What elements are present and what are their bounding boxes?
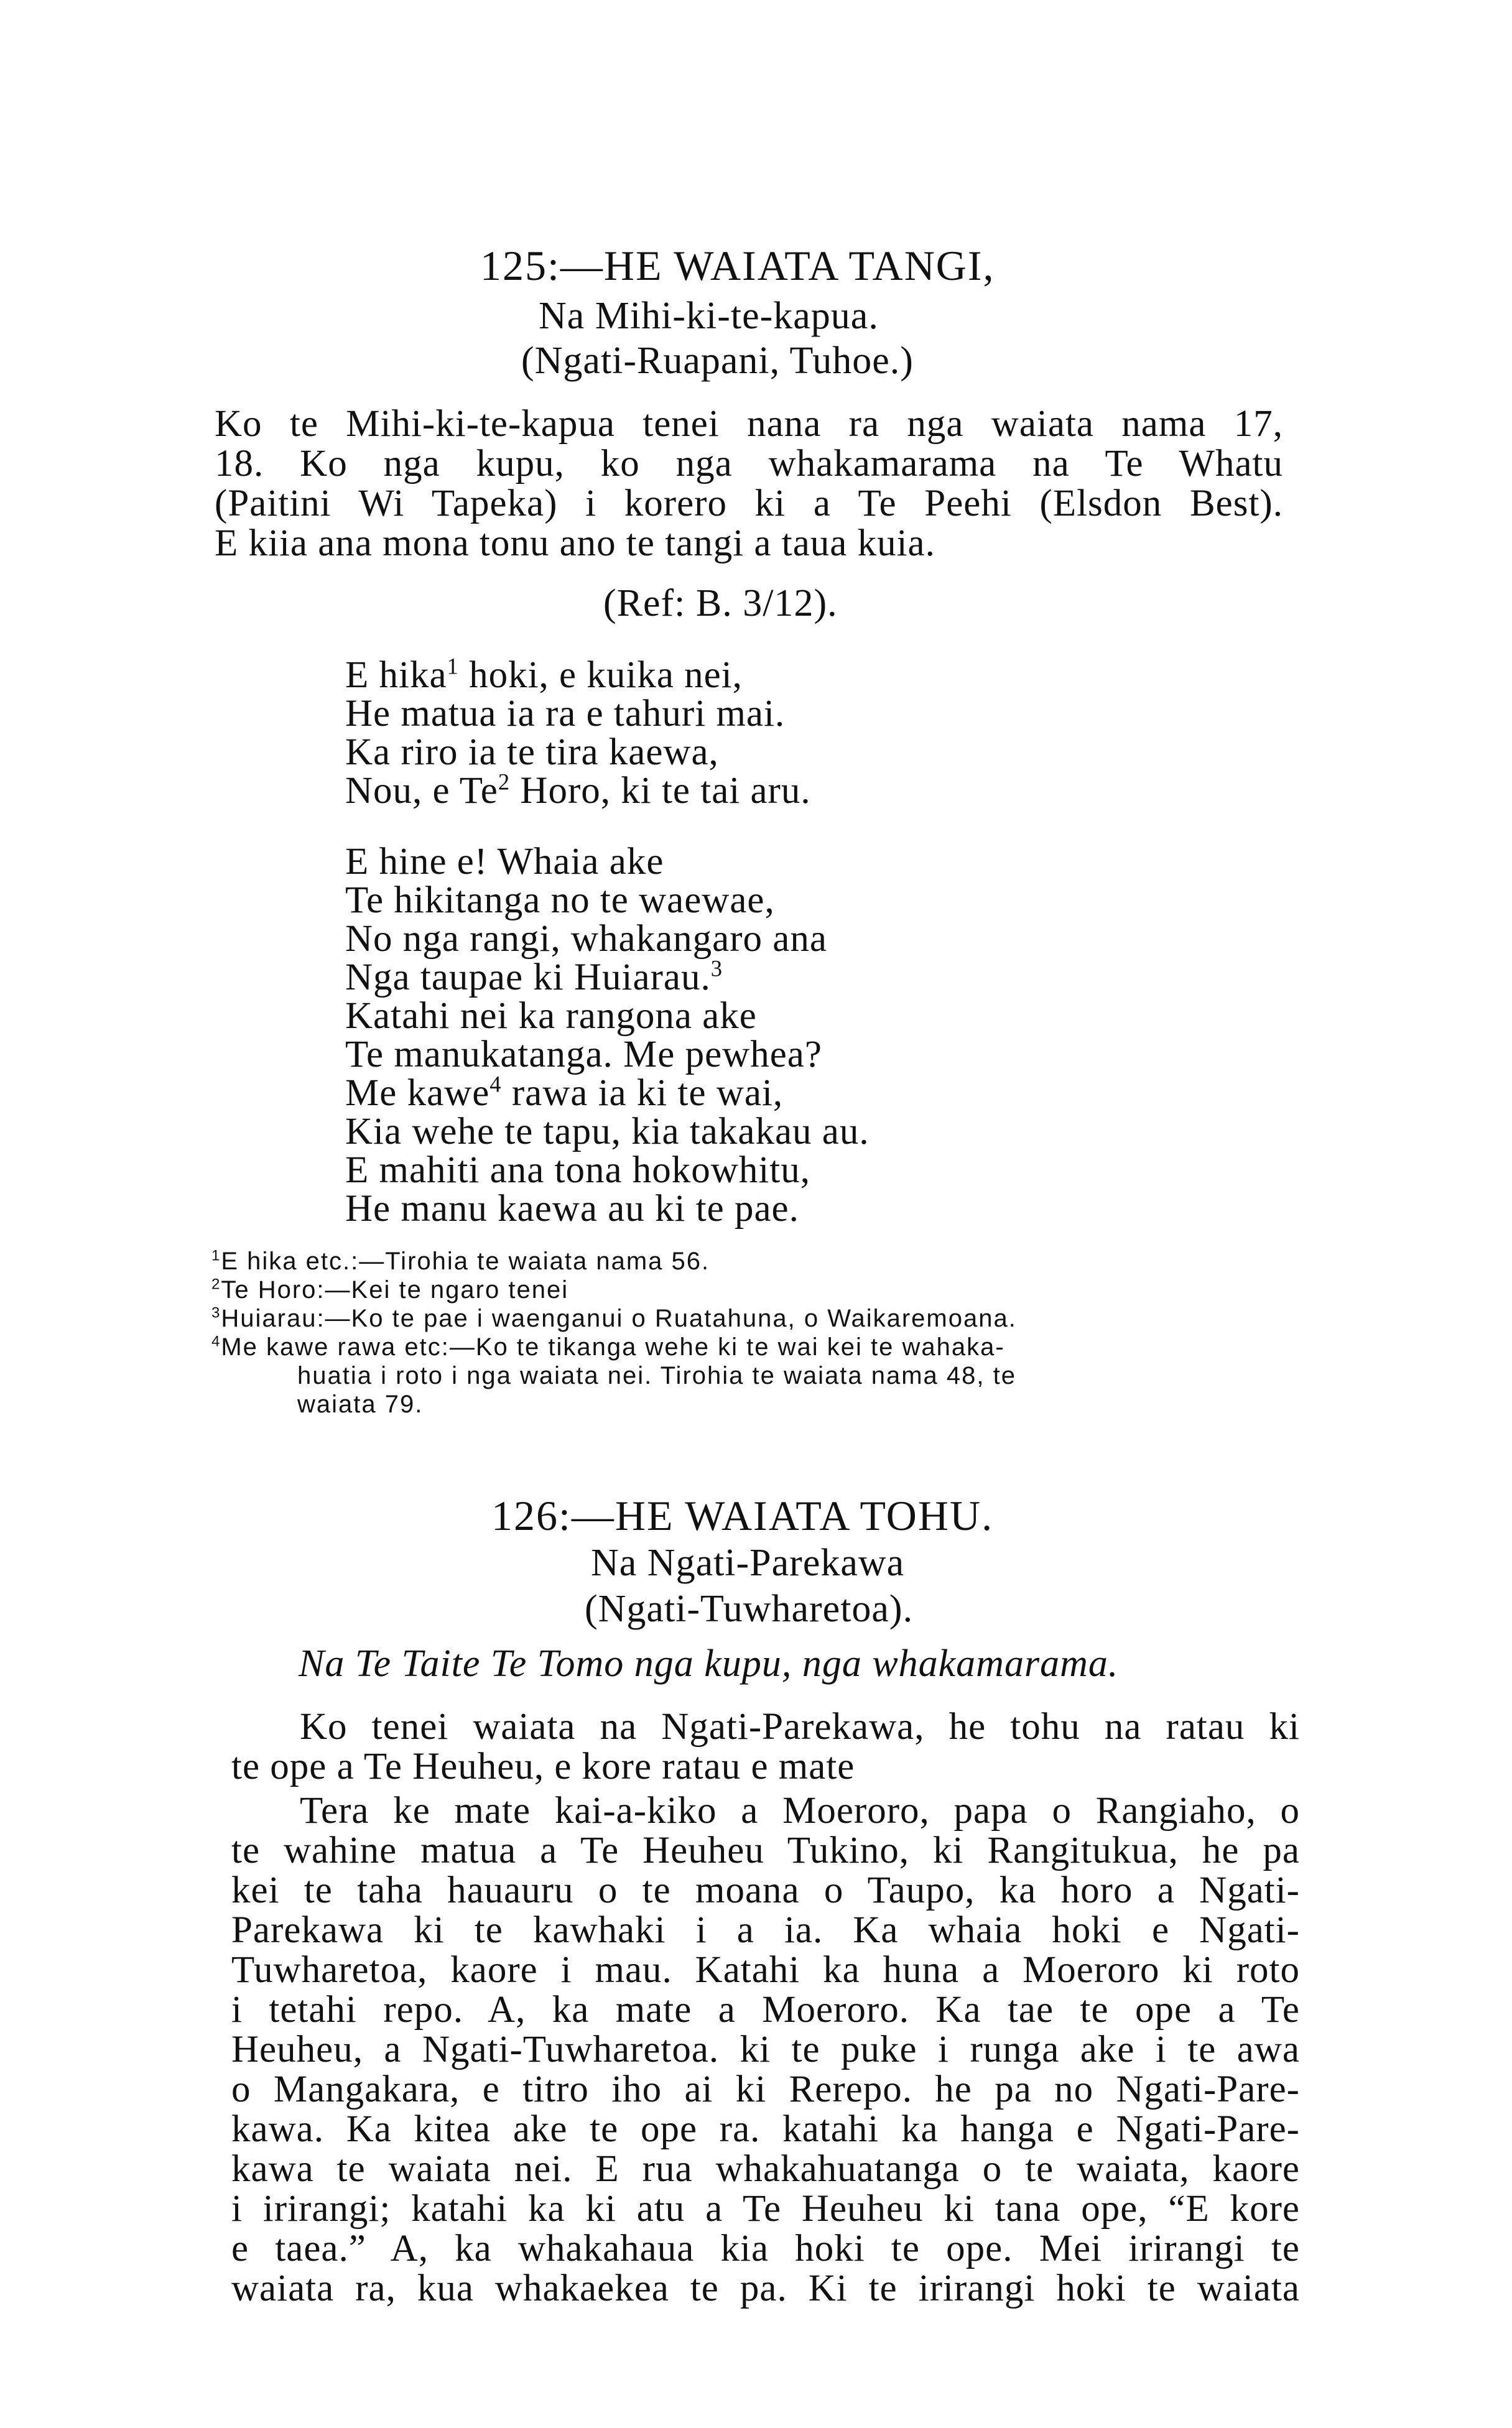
song-126-title: 126:—HE WAIATA TOHU. [491,1492,994,1539]
text-line: (Paitini Wi Tapeka) i korero ki a Te Peehi (Elsdon Best). [215,483,1283,524]
footnote: $^4$Me kawe rawa etc:—Ko te tikanga wehe ki te wai kei te wahaka- [211,1333,1005,1361]
footnote-line: waiata 79. [297,1391,424,1418]
text-line: te wahine matua a Te Heuheu Tukino, ki Rangitukua, he pa [231,1830,1300,1871]
text-line: Heuheu, a Ngati-Tuwharetoa. ki te puke i runga ake i te awa [231,2029,1300,2070]
verse-line: Me kawe$^4$ rawa ia ki te wai, [345,1071,784,1114]
verse-line: E hine e! Whaia ake [345,841,664,883]
footnote-line: huatia i roto i nga waiata nei. Tirohia te waiata nama 48, te [297,1362,1016,1389]
verse-line: E hika$^1$ hoki, e kuika nei, [345,653,743,696]
text-line: Ko tenei waiata na Ngati-Parekawa, he tohu na ratau ki [300,1706,1300,1748]
song-125-composer: Na Mihi-ki-te-kapua. [539,295,879,337]
song-126-source: Na Te Taite Te Tomo nga kupu, nga whakamarama. [299,1643,1119,1685]
song-125-stanza-1 [345,653,811,812]
verse-line: Ka riro ia te tira kaewa, [345,731,719,773]
footnote: $^3$Huiarau:—Ko te pae i waenganui o Ruatahuna, o Waikaremoana. [211,1304,1017,1332]
verse-line: Katahi nei ka rangona ake [345,995,757,1037]
verse-line: Te manukatanga. Me pewhea? [345,1034,822,1075]
song-125-footnote-4-continuation [297,1361,1016,1419]
song-125-stanza-2 [345,843,870,1228]
footnote: $^1$E hika etc.:—Tirohia te waiata nama 56. [211,1247,710,1275]
song-126-tribe: (Ngati-Tuwharetoa). [585,1588,914,1630]
footnote: $^2$Te Horo:—Kei te ngaro tenei [211,1276,569,1304]
text-line: Tera ke mate kai-a-kiko a Moeroro, papa o Rangiaho, o [300,1790,1300,1832]
song-125-title: 125:—HE WAIATA TANGI, [480,242,995,289]
text-line: waiata ra, kua whakaekea te pa. Ki te irirangi hoki te waiata [231,2268,1300,2309]
footnote-mark: 4 [489,1071,502,1097]
text-line: o Mangakara, e titro iho ai ki Rerepo. he pa no Ngati-Pare- [231,2069,1300,2110]
verse-line: No nga rangi, whakangaro ana [345,918,827,960]
footnote-mark: 2 [498,769,511,795]
text-line: 18. Ko nga kupu, ko nga whakamarama na Te Whatu [215,443,1283,484]
text-line: i tetahi repo. A, ka mate a Moeroro. Ka tae te ope a Te [231,1989,1300,2031]
song-125-intro [215,404,1283,563]
verse-line: He manu kaewa au ki te pae. [345,1188,799,1230]
footnote-mark: 1 [447,653,459,679]
verse-line: He matua ia ra e tahuri mai. [345,693,786,734]
text-line: te ope a Te Heuheu, e kore ratau e mate [231,1746,855,1787]
text-line: kei te taha hauauru o te moana o Taupo, ka horo a Ngati- [231,1870,1300,1911]
text-line: i irirangi; katahi ka ki atu a Te Heuheu ki tana ope, “E kore [231,2188,1300,2230]
footnote-mark: 3 [710,955,723,981]
song-125-ref: (Ref: B. 3/12). [603,582,838,624]
song-126-paragraph-2 [231,1791,1300,2309]
song-125-footnotes [211,1247,1017,1361]
text-line: Ko te Mihi-ki-te-kapua tenei nana ra nga waiata nama 17, [215,403,1283,445]
song-126-composer: Na Ngati-Parekawa [591,1542,905,1584]
verse-line: Kia wehe te tapu, kia takakau au. [345,1111,870,1152]
song-125-tribe: (Ngati-Ruapani, Tuhoe.) [521,340,914,382]
verse-line: Nga taupae ki Huiarau.$^3$ [345,955,723,998]
text-line: kawa. Ka kitea ake te ope ra. katahi ka hanga e Ngati-Pare- [231,2108,1300,2150]
song-126-paragraph-1 [231,1707,1300,1787]
text-line: Tuwharetoa, kaore i mau. Katahi ka huna a Moeroro ki roto [231,1949,1300,1991]
text-line: E kiia ana mona tonu ano te tangi a taua kuia. [215,522,935,564]
verse-line: Te hikitanga no te waewae, [345,879,775,921]
text-line: e taea.” A, ka whakahaua kia hoki te ope. Mei irirangi te [231,2228,1300,2269]
text-line: Parekawa ki te kawhaki i a ia. Ka whaia hoki e Ngati- [231,1909,1300,1951]
verse-line: E mahiti ana tona hokowhitu, [345,1149,810,1191]
text-line: kawa te waiata nei. E rua whakahuatanga o te waiata, kaore [231,2148,1300,2190]
verse-line: Nou, e Te$^2$ Horo, ki te tai aru. [345,769,811,812]
